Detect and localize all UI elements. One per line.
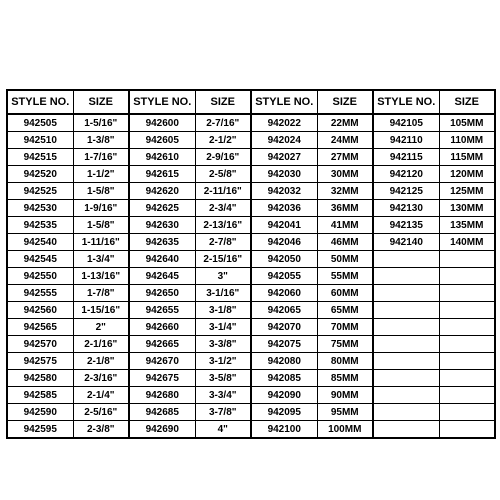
size-cell: 2-5/16" xyxy=(73,404,129,421)
table-row xyxy=(7,251,495,268)
size-cell: 130MM xyxy=(439,200,495,217)
style-no-cell: 942520 xyxy=(7,166,73,183)
table-row xyxy=(7,421,495,439)
header-style-no-1: STYLE NO. xyxy=(7,90,73,114)
size-cell: 105MM xyxy=(439,114,495,132)
style-no-cell: 942625 xyxy=(129,200,195,217)
header-size-1: SIZE xyxy=(73,90,129,114)
style-no-cell: 942060 xyxy=(251,285,317,302)
size-cell: 1-5/8" xyxy=(73,217,129,234)
style-no-cell: 942041 xyxy=(251,217,317,234)
size-cell: 1-7/16" xyxy=(73,149,129,166)
style-no-cell: 942070 xyxy=(251,319,317,336)
size-cell: 1-3/8" xyxy=(73,132,129,149)
style-no-cell: 942585 xyxy=(7,387,73,404)
size-cell: 75MM xyxy=(317,336,373,353)
size-cell: 50MM xyxy=(317,251,373,268)
size-cell: 3-3/4" xyxy=(195,387,251,404)
style-no-cell: 942565 xyxy=(7,319,73,336)
style-no-cell: 942100 xyxy=(251,421,317,439)
style-no-cell: 942505 xyxy=(7,114,73,132)
style-no-cell: 942555 xyxy=(7,285,73,302)
size-cell: 41MM xyxy=(317,217,373,234)
table-row xyxy=(7,132,495,149)
style-no-cell xyxy=(373,353,439,370)
size-cell: 1-9/16" xyxy=(73,200,129,217)
style-no-cell: 942027 xyxy=(251,149,317,166)
size-cell: 2-7/16" xyxy=(195,114,251,132)
style-no-cell: 942046 xyxy=(251,234,317,251)
size-cell: 2-7/8" xyxy=(195,234,251,251)
style-no-cell: 942635 xyxy=(129,234,195,251)
table-row xyxy=(7,302,495,319)
size-cell: 2-3/16" xyxy=(73,370,129,387)
size-cell: 55MM xyxy=(317,268,373,285)
size-cell: 30MM xyxy=(317,166,373,183)
header-style-no-3: STYLE NO. xyxy=(251,90,317,114)
style-no-cell: 942685 xyxy=(129,404,195,421)
style-no-cell: 942665 xyxy=(129,336,195,353)
style-no-cell: 942560 xyxy=(7,302,73,319)
size-cell: 120MM xyxy=(439,166,495,183)
style-no-cell xyxy=(373,285,439,302)
size-cell: 70MM xyxy=(317,319,373,336)
style-no-cell: 942660 xyxy=(129,319,195,336)
style-no-cell xyxy=(373,251,439,268)
style-no-cell: 942525 xyxy=(7,183,73,200)
table-row xyxy=(7,166,495,183)
table-row xyxy=(7,336,495,353)
style-no-cell: 942670 xyxy=(129,353,195,370)
style-no-cell: 942575 xyxy=(7,353,73,370)
style-no-cell: 942130 xyxy=(373,200,439,217)
style-no-cell: 942655 xyxy=(129,302,195,319)
size-cell: 2-1/4" xyxy=(73,387,129,404)
size-cell: 3" xyxy=(195,268,251,285)
size-cell: 60MM xyxy=(317,285,373,302)
size-cell: 85MM xyxy=(317,370,373,387)
size-cell: 90MM xyxy=(317,387,373,404)
table-row xyxy=(7,268,495,285)
size-cell xyxy=(439,370,495,387)
size-cell: 3-1/4" xyxy=(195,319,251,336)
size-cell: 1-13/16" xyxy=(73,268,129,285)
size-cell: 1-1/2" xyxy=(73,166,129,183)
size-cell: 2-1/8" xyxy=(73,353,129,370)
size-cell: 1-3/4" xyxy=(73,251,129,268)
style-no-cell xyxy=(373,336,439,353)
size-cell: 2-3/8" xyxy=(73,421,129,439)
style-no-cell: 942580 xyxy=(7,370,73,387)
header-style-no-4: STYLE NO. xyxy=(373,90,439,114)
style-no-cell: 942024 xyxy=(251,132,317,149)
style-size-table xyxy=(6,89,496,439)
size-cell: 1-5/16" xyxy=(73,114,129,132)
style-no-cell: 942095 xyxy=(251,404,317,421)
size-cell: 24MM xyxy=(317,132,373,149)
size-cell: 100MM xyxy=(317,421,373,439)
style-no-cell: 942065 xyxy=(251,302,317,319)
table-row xyxy=(7,387,495,404)
size-cell: 1-11/16" xyxy=(73,234,129,251)
table-row xyxy=(7,183,495,200)
table-row xyxy=(7,149,495,166)
size-cell: 2-3/4" xyxy=(195,200,251,217)
size-cell: 2-1/2" xyxy=(195,132,251,149)
size-cell: 3-3/8" xyxy=(195,336,251,353)
size-cell: 46MM xyxy=(317,234,373,251)
size-cell: 95MM xyxy=(317,404,373,421)
style-no-cell: 942650 xyxy=(129,285,195,302)
size-cell xyxy=(439,353,495,370)
style-no-cell: 942640 xyxy=(129,251,195,268)
style-no-cell xyxy=(373,268,439,285)
style-no-cell: 942030 xyxy=(251,166,317,183)
table-row xyxy=(7,200,495,217)
size-cell: 125MM xyxy=(439,183,495,200)
size-cell xyxy=(439,387,495,404)
style-no-cell: 942515 xyxy=(7,149,73,166)
table-row xyxy=(7,353,495,370)
size-cell: 2-1/16" xyxy=(73,336,129,353)
style-no-cell: 942105 xyxy=(373,114,439,132)
style-no-cell: 942595 xyxy=(7,421,73,439)
size-cell: 140MM xyxy=(439,234,495,251)
size-cell: 3-1/16" xyxy=(195,285,251,302)
style-no-cell xyxy=(373,319,439,336)
style-no-cell: 942036 xyxy=(251,200,317,217)
size-cell: 2-9/16" xyxy=(195,149,251,166)
style-no-cell: 942090 xyxy=(251,387,317,404)
table-row xyxy=(7,404,495,421)
size-cell: 27MM xyxy=(317,149,373,166)
size-cell: 22MM xyxy=(317,114,373,132)
style-no-cell: 942120 xyxy=(373,166,439,183)
style-no-cell: 942080 xyxy=(251,353,317,370)
style-no-cell: 942570 xyxy=(7,336,73,353)
header-size-2: SIZE xyxy=(195,90,251,114)
size-cell: 3-1/8" xyxy=(195,302,251,319)
size-cell xyxy=(439,319,495,336)
table-header-row xyxy=(7,90,495,114)
style-no-cell: 942615 xyxy=(129,166,195,183)
style-no-cell: 942075 xyxy=(251,336,317,353)
size-cell xyxy=(439,421,495,439)
size-cell xyxy=(439,268,495,285)
style-no-cell: 942690 xyxy=(129,421,195,439)
size-cell xyxy=(439,285,495,302)
style-no-cell: 942135 xyxy=(373,217,439,234)
table-row xyxy=(7,217,495,234)
size-cell: 2-13/16" xyxy=(195,217,251,234)
style-no-cell: 942590 xyxy=(7,404,73,421)
size-cell xyxy=(439,251,495,268)
size-cell xyxy=(439,302,495,319)
size-cell: 65MM xyxy=(317,302,373,319)
style-no-cell: 942605 xyxy=(129,132,195,149)
size-cell: 1-7/8" xyxy=(73,285,129,302)
table-row xyxy=(7,370,495,387)
table-row xyxy=(7,114,495,132)
size-cell: 80MM xyxy=(317,353,373,370)
style-no-cell xyxy=(373,302,439,319)
size-cell: 135MM xyxy=(439,217,495,234)
style-no-cell: 942050 xyxy=(251,251,317,268)
size-cell: 2-5/8" xyxy=(195,166,251,183)
size-cell: 2-11/16" xyxy=(195,183,251,200)
header-size-4: SIZE xyxy=(439,90,495,114)
table-row xyxy=(7,234,495,251)
size-cell: 4" xyxy=(195,421,251,439)
header-style-no-2: STYLE NO. xyxy=(129,90,195,114)
style-no-cell: 942125 xyxy=(373,183,439,200)
style-no-cell: 942630 xyxy=(129,217,195,234)
style-no-cell: 942545 xyxy=(7,251,73,268)
style-no-cell: 942530 xyxy=(7,200,73,217)
style-no-cell: 942140 xyxy=(373,234,439,251)
size-cell: 3-7/8" xyxy=(195,404,251,421)
size-cell xyxy=(439,336,495,353)
size-cell: 3-1/2" xyxy=(195,353,251,370)
style-no-cell: 942680 xyxy=(129,387,195,404)
table-body xyxy=(7,114,495,438)
style-no-cell: 942055 xyxy=(251,268,317,285)
style-no-cell: 942645 xyxy=(129,268,195,285)
style-no-cell: 942110 xyxy=(373,132,439,149)
style-no-cell: 942535 xyxy=(7,217,73,234)
style-no-cell xyxy=(373,404,439,421)
style-no-cell xyxy=(373,370,439,387)
table-row xyxy=(7,319,495,336)
style-no-cell: 942540 xyxy=(7,234,73,251)
style-no-cell: 942620 xyxy=(129,183,195,200)
size-cell: 1-5/8" xyxy=(73,183,129,200)
style-no-cell: 942610 xyxy=(129,149,195,166)
size-cell: 36MM xyxy=(317,200,373,217)
style-no-cell: 942022 xyxy=(251,114,317,132)
style-no-cell: 942510 xyxy=(7,132,73,149)
style-no-cell: 942115 xyxy=(373,149,439,166)
size-cell: 3-5/8" xyxy=(195,370,251,387)
style-no-cell xyxy=(373,421,439,439)
style-no-cell: 942550 xyxy=(7,268,73,285)
size-cell: 32MM xyxy=(317,183,373,200)
size-cell: 2-15/16" xyxy=(195,251,251,268)
style-no-cell xyxy=(373,387,439,404)
size-cell: 2" xyxy=(73,319,129,336)
header-size-3: SIZE xyxy=(317,90,373,114)
size-cell: 115MM xyxy=(439,149,495,166)
style-no-cell: 942675 xyxy=(129,370,195,387)
style-no-cell: 942032 xyxy=(251,183,317,200)
size-cell: 110MM xyxy=(439,132,495,149)
style-no-cell: 942085 xyxy=(251,370,317,387)
size-cell xyxy=(439,404,495,421)
size-cell: 1-15/16" xyxy=(73,302,129,319)
style-no-cell: 942600 xyxy=(129,114,195,132)
table-row xyxy=(7,285,495,302)
